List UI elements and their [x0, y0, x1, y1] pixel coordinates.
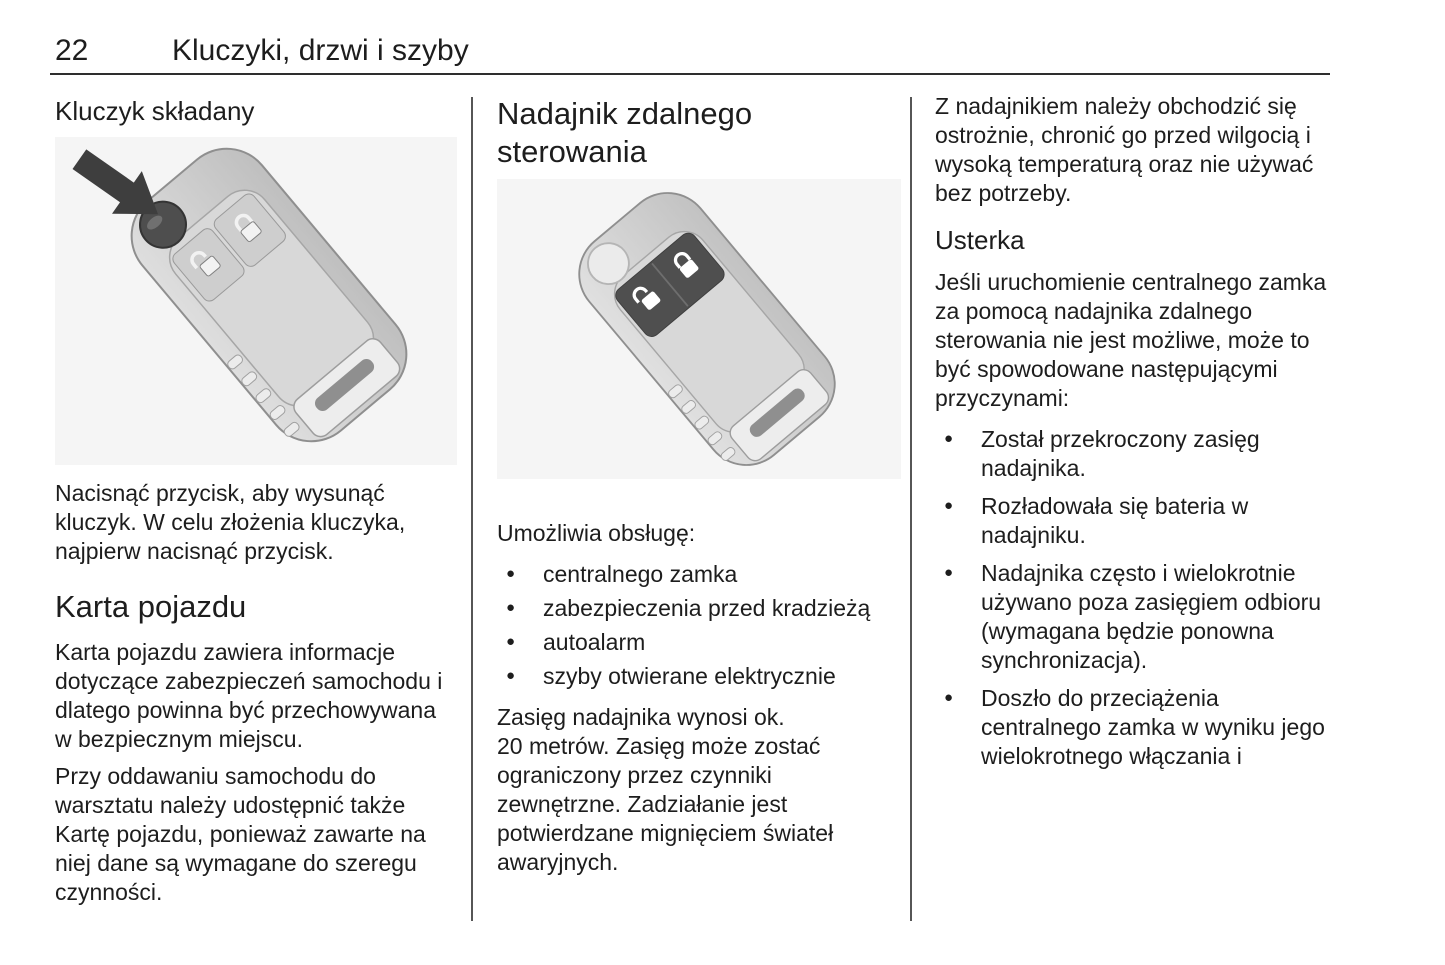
fault-causes-list [935, 425, 1337, 771]
list-item-text: Doszło do przeciążenia centralnego zamka w wyniku jego wielokrotnego włączania i [981, 685, 1325, 769]
bullet-dot: ● [944, 689, 954, 706]
paragraph-vehicle-card-1: Karta pojazdu zawiera informacje dotyczące zabezpieczeń samochodu i dlatego powinna być przechowywana w bezpiecznym miejscu. [55, 639, 443, 752]
chapter-title: Kluczyki, drzwi i szyby [172, 34, 469, 67]
column-divider-left [471, 97, 473, 921]
list-item-text: autoalarm [543, 629, 646, 655]
paragraph-remote-intro: Umożliwia obsługę: [497, 520, 696, 546]
bullet-dot: ● [944, 430, 954, 447]
list-item [935, 425, 1337, 483]
list-item [935, 684, 1337, 771]
paragraph-remote-care: Z nadajnikiem należy obchodzić się ostrożnie, chronić go przed wilgocią i wysoką temperaturą oraz nie używać bez potrzeby. [935, 93, 1314, 206]
remote-functions-list [497, 560, 901, 691]
list-item-text: zabezpieczenia przed kradzieżą [543, 595, 871, 621]
list-item-text: szyby otwierane elektrycznie [543, 663, 836, 689]
folding-key-image [55, 137, 457, 465]
paragraph-fault-intro: Jeśli uruchomienie centralnego zamka za pomocą nadajnika zdalnego sterowania nie jest możliwe, może to być spowodowane następującymi przyczynami: [935, 269, 1327, 411]
section-heading-remote: Nadajnik zdalnego sterowania [497, 96, 753, 169]
bullet-dot: ● [944, 564, 954, 581]
folding-key-illustration [55, 137, 457, 465]
bullet-dot: ● [506, 599, 516, 616]
header-rule [50, 73, 1330, 75]
page-number: 22 [55, 34, 89, 67]
remote-key-illustration [497, 179, 901, 479]
list-item [497, 662, 901, 691]
list-item-text: Rozładowała się bateria w nadajniku. [981, 493, 1249, 548]
remote-key-image [497, 179, 901, 479]
paragraph-vehicle-card-2: Przy oddawaniu samochodu do warsztatu należy udostępnić także Kartę pojazdu, ponieważ zawarte na niej dane są wymagane do szeregu czynności. [55, 763, 426, 905]
paragraph-remote-range: Zasięg nadajnika wynosi ok. 20 metrów. Zasięg może zostać ograniczony przez czynniki zewnętrzne. Zadziałanie jest potwierdzane mignięciem świateł awaryjnych. [497, 704, 834, 875]
column-folding-key [55, 95, 457, 911]
list-item [935, 492, 1337, 550]
list-item-text: Nadajnika często i wielokrotnie używano poza zasięgiem odbioru (wymagana będzie ponowna synchronizacja). [981, 560, 1322, 673]
list-item [497, 628, 901, 657]
list-item [497, 594, 901, 623]
list-item [935, 559, 1337, 675]
list-item-text: Został przekroczony zasięg nadajnika. [981, 426, 1260, 481]
paragraph-folding-key: Nacisnąć przycisk, aby wysunąć kluczyk. W celu złożenia kluczyka, najpierw nacisnąć przycisk. [55, 480, 406, 564]
bullet-dot: ● [944, 497, 954, 514]
column-divider-right [910, 97, 912, 921]
section-heading-folding-key: Kluczyk składany [55, 96, 255, 126]
column-fault [935, 92, 1337, 780]
list-item-text: centralnego zamka [543, 561, 738, 587]
column-remote-transmitter [497, 95, 901, 881]
bullet-dot: ● [506, 667, 516, 684]
bullet-dot: ● [506, 565, 516, 582]
section-heading-fault: Usterka [935, 225, 1025, 255]
bullet-dot: ● [506, 633, 516, 650]
list-item [497, 560, 901, 589]
section-heading-vehicle-card: Karta pojazdu [55, 589, 247, 624]
